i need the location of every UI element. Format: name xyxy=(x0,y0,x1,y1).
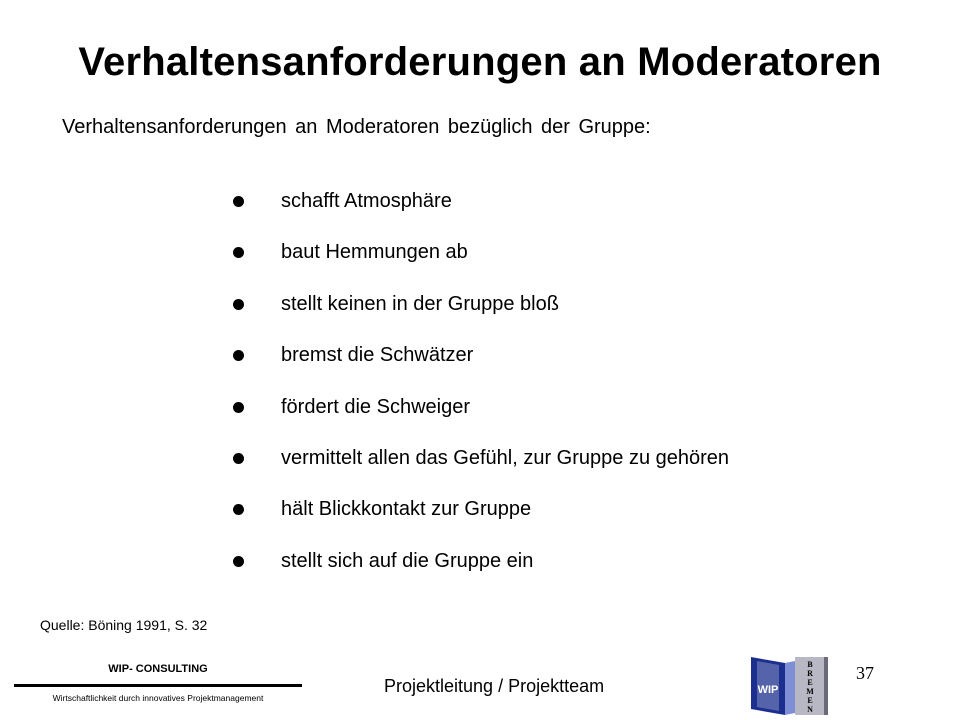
logo-letter: N xyxy=(807,705,813,714)
bullet-dot-icon xyxy=(233,196,244,207)
page-number: 37 xyxy=(856,663,874,683)
bullet-text: schafft Atmosphäre xyxy=(281,190,452,212)
logo-letter: E xyxy=(807,678,813,687)
bullet-item xyxy=(230,187,729,238)
bullet-item xyxy=(230,495,729,546)
footer-section-title: Projektleitung / Projektteam xyxy=(384,676,605,696)
logo-letter: M xyxy=(806,687,814,696)
bullet-dot-icon xyxy=(233,504,244,515)
bullet-list xyxy=(230,187,729,598)
logo-letter: B xyxy=(807,660,813,669)
bullet-text: baut Hemmungen ab xyxy=(281,241,468,264)
bullet-text: hält Blickkontakt zur Gruppe xyxy=(281,498,532,521)
bullet-dot-icon xyxy=(233,350,244,361)
wip-bremen-logo-icon xyxy=(745,655,830,717)
bullet-item xyxy=(230,444,729,495)
bullet-dot-icon xyxy=(233,453,244,464)
footer-branding xyxy=(14,663,302,703)
bullet-item xyxy=(230,547,729,598)
bullet-dot-icon xyxy=(233,402,244,413)
company-tagline: Wirtschaftlichkeit durch innovatives Projektmanagement xyxy=(52,693,264,703)
bullet-dot-icon xyxy=(233,556,244,567)
logo-panel-edge xyxy=(824,657,828,715)
company-name: WIP- CONSULTING xyxy=(108,663,208,675)
bullet-text: fördert die Schweiger xyxy=(281,395,470,418)
bullet-text: stellt keinen in der Gruppe bloß xyxy=(281,292,559,315)
source-citation: Quelle: Böning 1991, S. 32 xyxy=(40,617,208,633)
logo-letter: E xyxy=(807,696,813,705)
slide-title: Verhaltensanforderungen an Moderatoren xyxy=(78,40,882,84)
bullet-dot-icon xyxy=(233,247,244,258)
bullet-item xyxy=(230,290,729,341)
bullet-item xyxy=(230,393,729,444)
bullet-item xyxy=(230,238,729,289)
bullet-dot-icon xyxy=(233,299,244,310)
logo-cube-side xyxy=(785,661,795,715)
bullet-text: stellt sich auf die Gruppe ein xyxy=(281,549,534,572)
slide-subtitle: Verhaltensanforderungen an Moderatoren bezüglich der Gruppe: xyxy=(62,116,651,138)
logo-wip-text: WIP xyxy=(757,684,779,696)
footer-divider xyxy=(14,684,302,687)
logo-letter: R xyxy=(807,669,813,678)
bullet-item xyxy=(230,341,729,392)
bullet-text: bremst die Schwätzer xyxy=(281,344,474,367)
bullet-text: vermittelt allen das Gefühl, zur Gruppe zu gehören xyxy=(281,446,730,469)
